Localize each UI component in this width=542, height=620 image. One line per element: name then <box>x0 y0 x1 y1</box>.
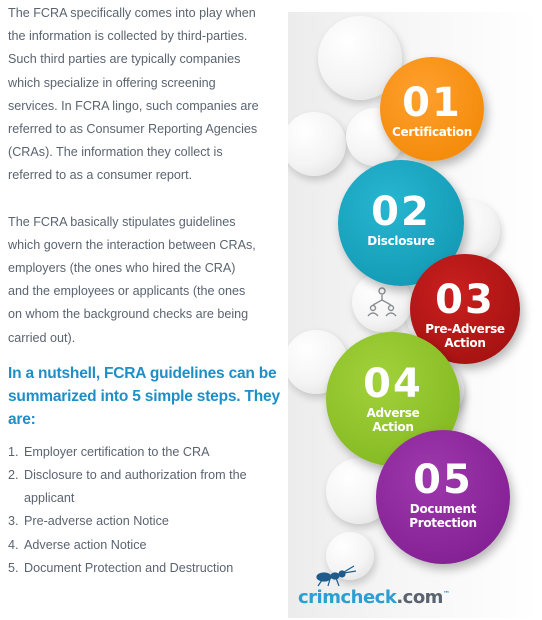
list-text: Pre-adverse action Notice <box>24 514 169 529</box>
step-label: Document <box>409 502 477 516</box>
list-number: 2. <box>8 468 19 483</box>
text-line: referred to as a consumer report. <box>8 168 193 183</box>
article-text <box>8 2 280 580</box>
text-line: referred to as Consumer Reporting Agencies <box>8 122 258 137</box>
heading-line: summarized into 5 simple steps. They <box>8 387 280 405</box>
text-line: (CRAs). The information they collect is <box>8 145 223 160</box>
step-label: Action <box>444 336 486 350</box>
crimcheck-logo <box>298 587 449 608</box>
step-01-circle <box>380 57 484 161</box>
step-number: 02 <box>371 189 431 235</box>
logo-text: crimcheck <box>298 587 397 608</box>
step-label: Disclosure <box>367 234 435 248</box>
list-item <box>8 464 280 510</box>
text-line: carried out). <box>8 330 76 345</box>
logo-suffix: .com <box>396 587 443 608</box>
text-line: the information is collected by third-parties. <box>8 29 248 44</box>
trademark-mark: ™ <box>442 590 450 598</box>
list-item <box>8 441 280 464</box>
list-text: Disclosure to and authorization from the <box>24 468 247 483</box>
intro-paragraph-2 <box>8 211 280 350</box>
intro-paragraph-1 <box>8 2 280 188</box>
decorative-sphere <box>288 112 346 176</box>
text-line: on whom the background checks are being <box>8 307 249 322</box>
list-text: Adverse action Notice <box>24 537 147 552</box>
list-number: 3. <box>8 514 19 529</box>
text-line: which specialize in offering screening <box>8 75 216 90</box>
list-item <box>8 534 280 557</box>
step-label: Action <box>372 420 414 434</box>
step-label: Pre-Adverse <box>425 322 505 336</box>
fcra-steps-infographic <box>288 12 538 618</box>
list-number: 5. <box>8 560 19 575</box>
step-05-circle <box>376 430 510 564</box>
step-label: Protection <box>409 516 477 530</box>
list-text: applicant <box>24 491 75 506</box>
step-number: 05 <box>413 457 473 503</box>
text-line: The FCRA basically stipulates guidelines <box>8 214 236 229</box>
heading-line: are: <box>8 410 36 428</box>
step-number: 03 <box>435 277 495 323</box>
text-line: and the employees or applicants (the ones <box>8 284 246 299</box>
list-item <box>8 557 280 580</box>
ant-logo-icon <box>310 563 366 587</box>
section-heading <box>8 362 280 431</box>
text-line: services. In FCRA lingo, such companies are <box>8 98 259 113</box>
list-item <box>8 510 280 533</box>
list-text: Document Protection and Destruction <box>24 560 234 575</box>
list-number: 1. <box>8 444 19 459</box>
step-label: Certification <box>392 125 472 139</box>
list-text: Employer certification to the CRA <box>24 444 210 459</box>
steps-list <box>8 441 280 580</box>
step-number: 01 <box>402 80 462 126</box>
text-line: The FCRA specifically comes into play when <box>8 6 256 20</box>
text-line: Such third parties are typically companies <box>8 52 241 67</box>
text-line: which govern the interaction between CRAs, <box>8 237 256 252</box>
step-number: 04 <box>363 361 423 407</box>
step-label: Adverse <box>366 406 420 420</box>
heading-line: In a nutshell, FCRA guidelines can be <box>8 364 277 382</box>
list-number: 4. <box>8 537 19 552</box>
text-line: employers (the ones who hired the CRA) <box>8 261 236 276</box>
